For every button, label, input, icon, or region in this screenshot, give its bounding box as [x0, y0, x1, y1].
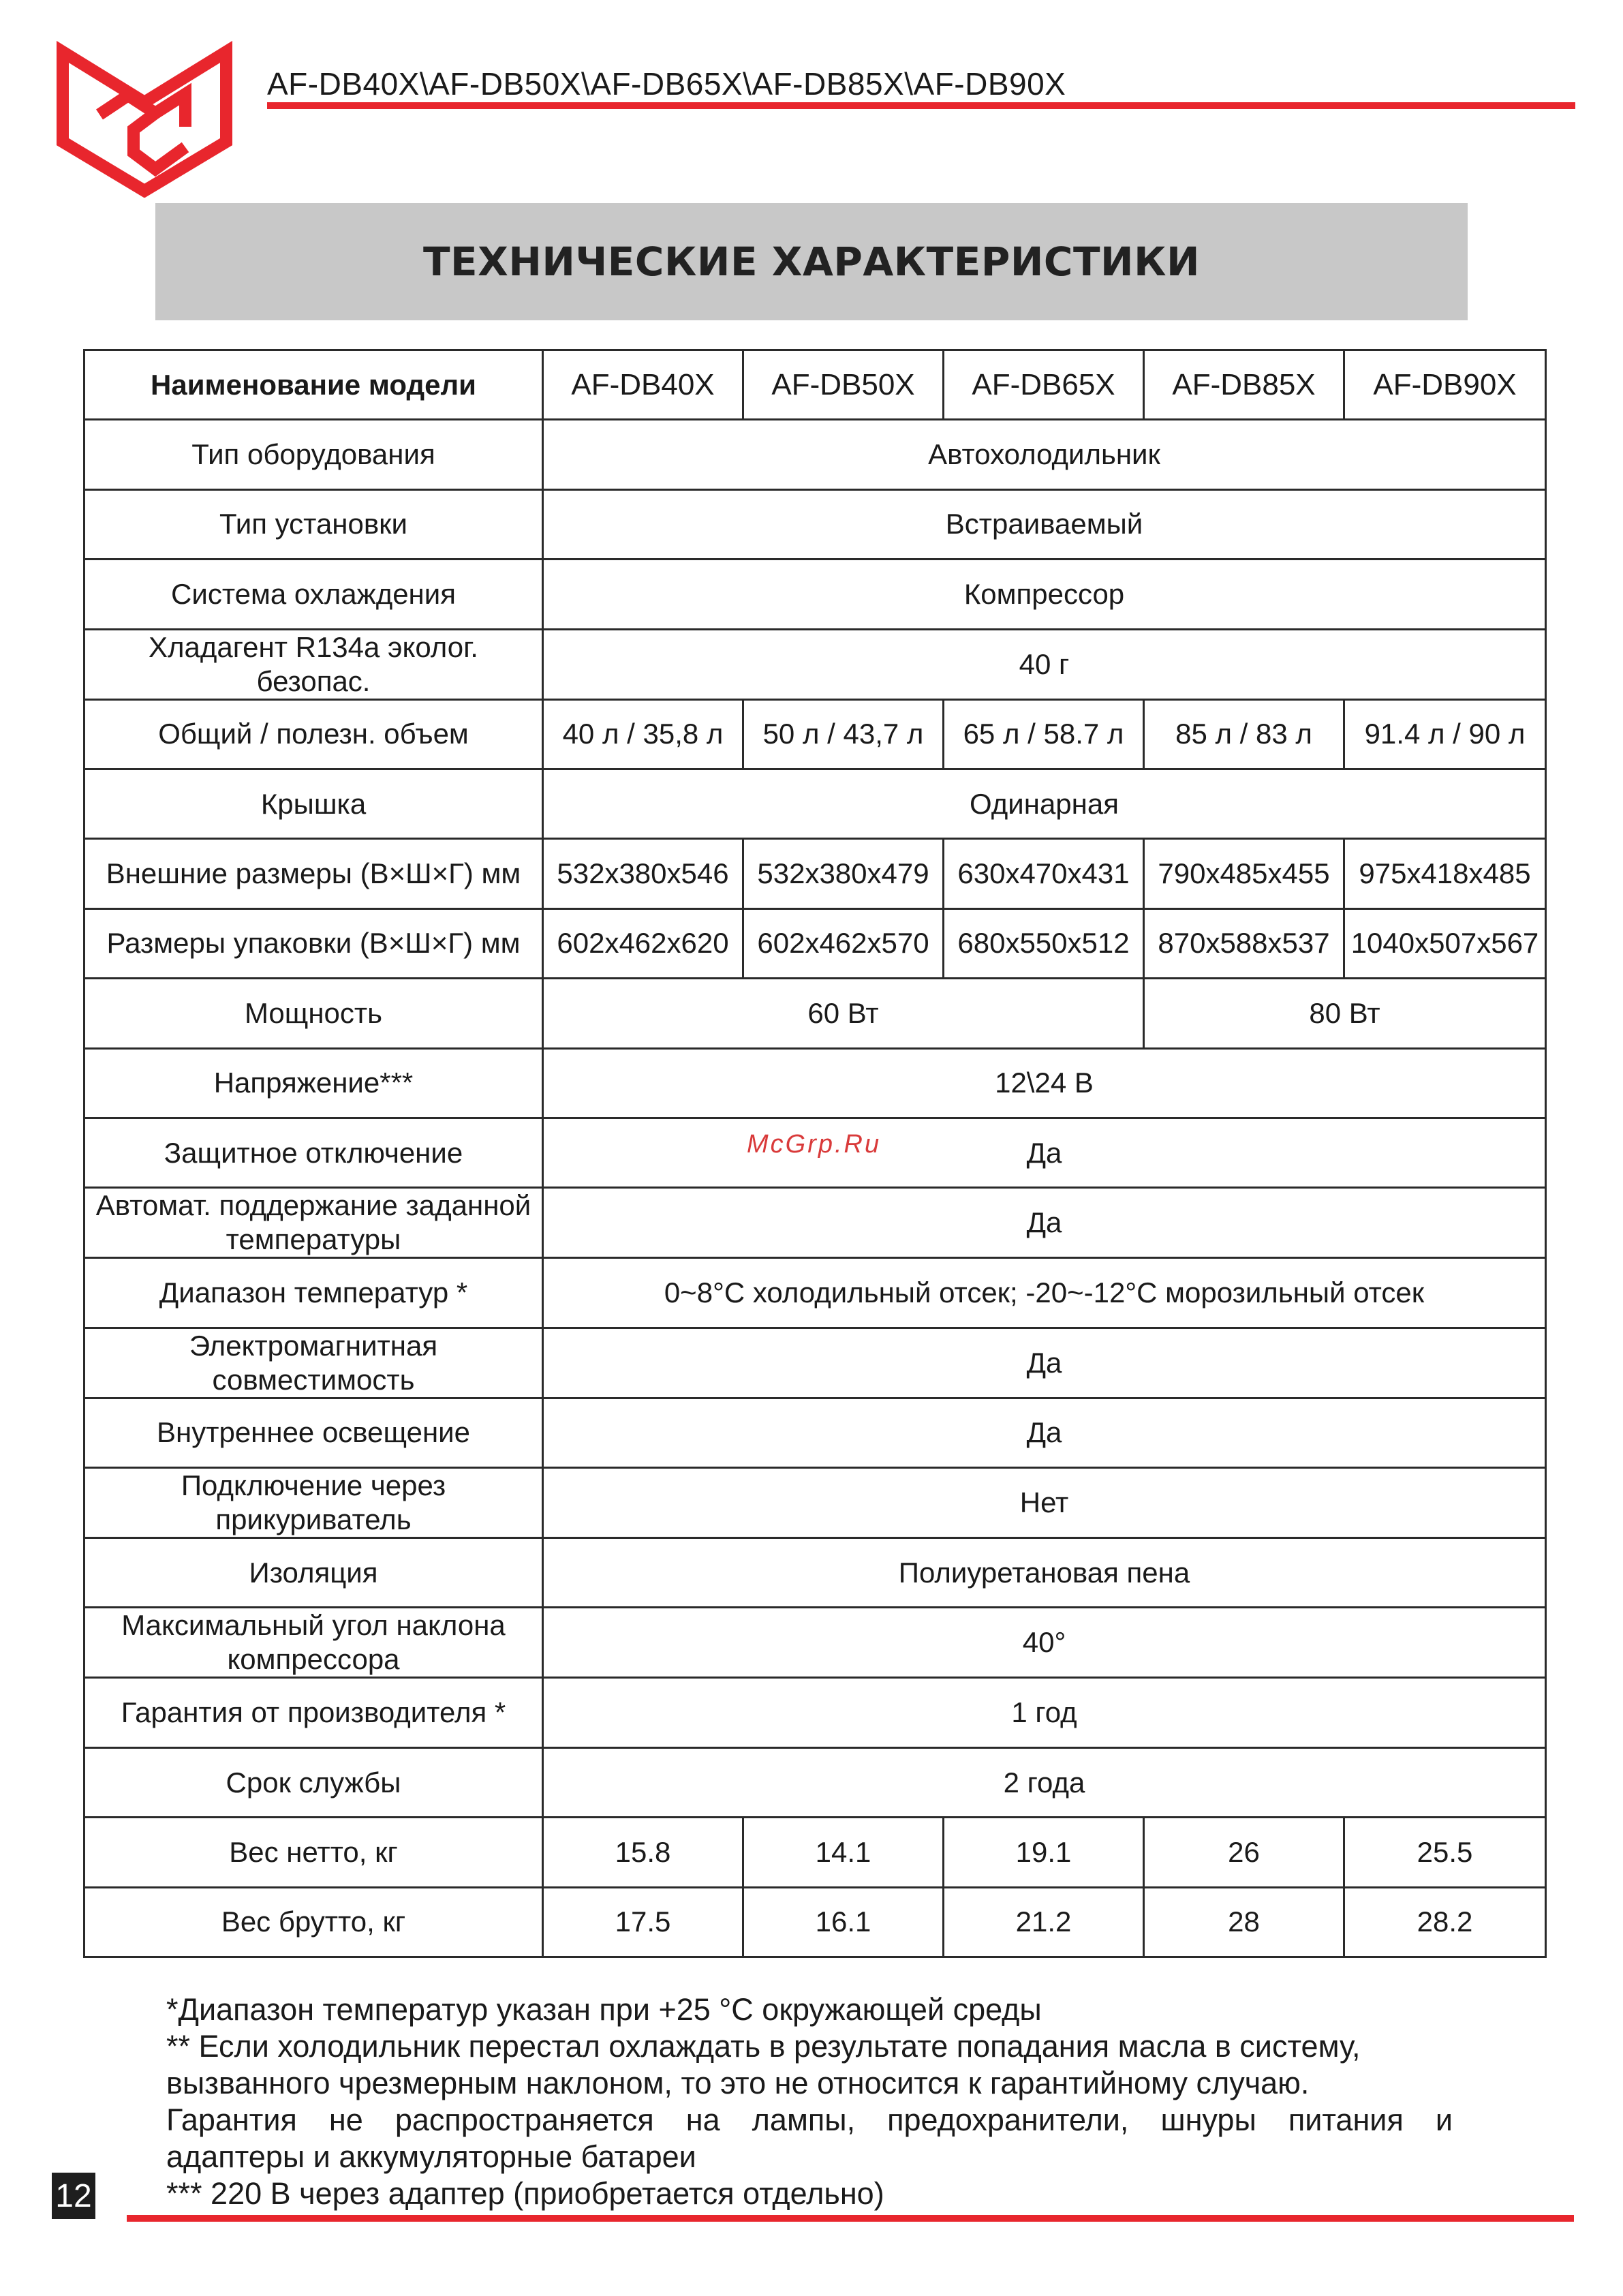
- header-model-line: AF-DB40X\AF-DB50X\AF-DB65X\AF-DB85X\AF-DB90X: [267, 66, 1066, 102]
- row-label: Максимальный угол наклона компрессора: [84, 1608, 543, 1678]
- header-divider: [267, 102, 1575, 109]
- footnote-line: вызванного чрезмерным наклоном, то это не относится к гарантийному случаю.: [166, 2066, 1310, 2100]
- row-value: 14.1: [743, 1818, 944, 1887]
- footnote-line: адаптеры и аккумуляторные батареи: [166, 2139, 696, 2174]
- row-value: Компрессор: [543, 560, 1546, 629]
- row-value: 80 Вт: [1144, 979, 1546, 1048]
- row-value: 15.8: [543, 1818, 743, 1887]
- row-label: Тип установки: [84, 489, 543, 559]
- table-row: [84, 1048, 1546, 1118]
- footer-divider: [127, 2215, 1574, 2222]
- table-row: [84, 489, 1546, 559]
- table-row: [84, 1887, 1546, 1957]
- row-value: Встраиваемый: [543, 489, 1546, 559]
- row-label: Хладагент R134a эколог. безопас.: [84, 629, 543, 699]
- table-row: [84, 1538, 1546, 1608]
- row-label: Внешние размеры (В×Ш×Г) мм: [84, 839, 543, 908]
- row-label: Напряжение***: [84, 1048, 543, 1118]
- row-value: 12\24 В: [543, 1048, 1546, 1118]
- row-value: 975x418x485: [1344, 839, 1546, 908]
- row-value: 60 Вт: [543, 979, 1144, 1048]
- row-label: Защитное отключение: [84, 1118, 543, 1187]
- table-row: [84, 699, 1546, 769]
- row-value: 25.5: [1344, 1818, 1546, 1887]
- row-value: 40 л / 35,8 л: [543, 699, 743, 769]
- row-value: Да: [543, 1328, 1546, 1398]
- table-row: [84, 908, 1546, 978]
- row-label: Автомат. поддержание заданной температуры: [84, 1188, 543, 1258]
- model-cell: AF-DB65X: [944, 350, 1144, 420]
- row-value: Одинарная: [543, 769, 1546, 838]
- row-label: Вес нетто, кг: [84, 1818, 543, 1887]
- table-row: [84, 769, 1546, 838]
- row-value: 26: [1144, 1818, 1344, 1887]
- table-row: [84, 629, 1546, 699]
- row-value: 1040x507x567: [1344, 908, 1546, 978]
- row-label: Гарантия от производителя *: [84, 1678, 543, 1747]
- row-value: 602x462x620: [543, 908, 743, 978]
- row-value: 2 года: [543, 1747, 1546, 1817]
- row-label: Срок службы: [84, 1747, 543, 1817]
- footnotes: [166, 1991, 1453, 2212]
- row-value: 21.2: [944, 1887, 1144, 1957]
- row-value: 17.5: [543, 1887, 743, 1957]
- row-value: Автохолодильник: [543, 420, 1546, 489]
- row-label: Вес брутто, кг: [84, 1887, 543, 1957]
- table-row: [84, 560, 1546, 629]
- row-label: Крышка: [84, 769, 543, 838]
- row-label: Мощность: [84, 979, 543, 1048]
- table-row: [84, 1747, 1546, 1817]
- watermark: McGrp.Ru: [747, 1130, 882, 1159]
- table-row: [84, 420, 1546, 489]
- row-value: Да: [543, 1118, 1546, 1187]
- table-row: [84, 1468, 1546, 1538]
- row-label: Общий / полезн. объем: [84, 699, 543, 769]
- table-row: [84, 839, 1546, 908]
- page-title: ТЕХНИЧЕСКИЕ ХАРАКТЕРИСТИКИ: [422, 239, 1201, 285]
- row-value: 0~8°C холодильный отсек; -20~-12°C морозильный отсек: [543, 1258, 1546, 1328]
- row-label: Подключение через прикуриватель: [84, 1468, 543, 1538]
- table-row: [84, 1188, 1546, 1258]
- model-cell: AF-DB50X: [743, 350, 944, 420]
- row-label: Диапазон температур *: [84, 1258, 543, 1328]
- table-row: [84, 979, 1546, 1048]
- model-cell: AF-DB85X: [1144, 350, 1344, 420]
- row-label: Размеры упаковки (В×Ш×Г) мм: [84, 908, 543, 978]
- page-number: 12: [52, 2173, 95, 2219]
- row-value: 50 л / 43,7 л: [743, 699, 944, 769]
- row-label: Тип оборудования: [84, 420, 543, 489]
- row-value: Да: [543, 1398, 1546, 1467]
- row-value: 680x550x512: [944, 908, 1144, 978]
- row-value: 16.1: [743, 1887, 944, 1957]
- table-row: [84, 1258, 1546, 1328]
- row-value: 630x470x431: [944, 839, 1144, 908]
- model-cell: AF-DB90X: [1344, 350, 1546, 420]
- row-value: 1 год: [543, 1678, 1546, 1747]
- row-label: Изоляция: [84, 1538, 543, 1608]
- row-value: 40 г: [543, 629, 1546, 699]
- section-banner: [155, 203, 1468, 320]
- row-label: Наименование модели: [84, 350, 543, 420]
- footnote-line: ** Если холодильник перестал охлаждать в результате попадания масла в систему,: [166, 2029, 1361, 2064]
- footnote-line: Гарантия не распространяется на лампы, предохранители, шнуры питания и: [166, 2102, 1453, 2137]
- row-value: 602x462x570: [743, 908, 944, 978]
- row-value: Да: [543, 1188, 1546, 1258]
- row-label: Система охлаждения: [84, 560, 543, 629]
- table-row: [84, 1678, 1546, 1747]
- row-value: Нет: [543, 1468, 1546, 1538]
- row-value: 532x380x479: [743, 839, 944, 908]
- row-value: 532x380x546: [543, 839, 743, 908]
- row-value: 19.1: [944, 1818, 1144, 1887]
- table-row-header: [84, 350, 1546, 420]
- row-value: 40°: [543, 1608, 1546, 1678]
- row-value: Полиуретановая пена: [543, 1538, 1546, 1608]
- table-row: [84, 1608, 1546, 1678]
- brand-shield-logo: [53, 40, 236, 198]
- row-label: Внутреннее освещение: [84, 1398, 543, 1467]
- row-value: 65 л / 58.7 л: [944, 699, 1144, 769]
- row-value: 91.4 л / 90 л: [1344, 699, 1546, 769]
- row-value: 28.2: [1344, 1887, 1546, 1957]
- row-value: 870x588x537: [1144, 908, 1344, 978]
- model-cell: AF-DB40X: [543, 350, 743, 420]
- row-value: 790x485x455: [1144, 839, 1344, 908]
- footnote-line: *Диапазон температур указан при +25 °С окружающей среды: [166, 1992, 1042, 2027]
- footnote-line: *** 220 В через адаптер (приобретается отдельно): [166, 2176, 884, 2211]
- table-row: [84, 1818, 1546, 1887]
- table-row: [84, 1398, 1546, 1467]
- row-value: 28: [1144, 1887, 1344, 1957]
- table-row: [84, 1328, 1546, 1398]
- row-label: Электромагнитная совместимость: [84, 1328, 543, 1398]
- row-value: 85 л / 83 л: [1144, 699, 1344, 769]
